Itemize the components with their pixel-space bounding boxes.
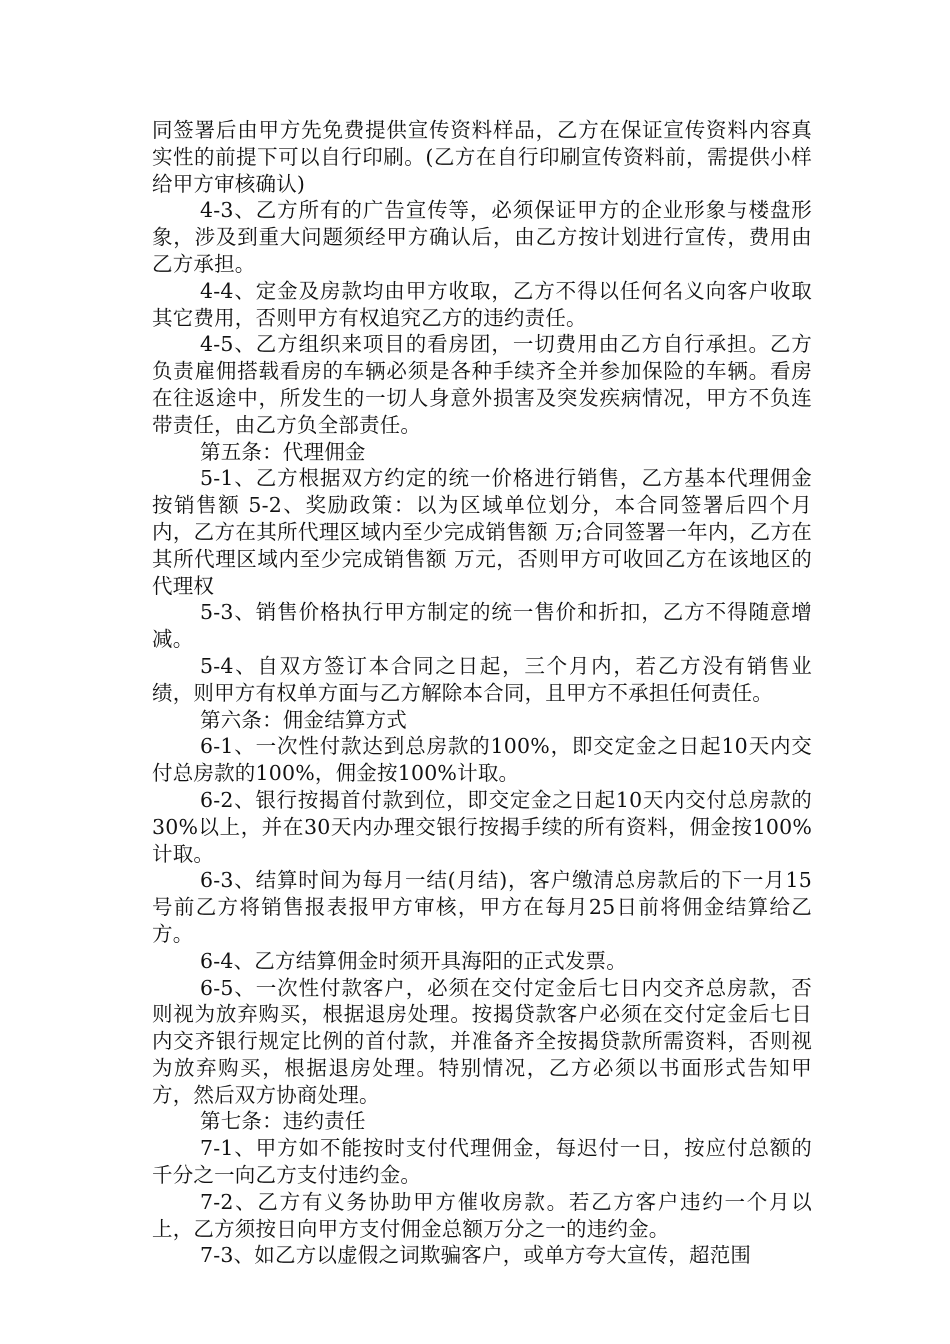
document-paragraph: 6-1、一次性付款达到总房款的100%，即交定金之日起10天内交付总房款的100%，佣金按100%计取。 xyxy=(152,734,812,786)
document-paragraph: 7-2、乙方有义务协助甲方催收房款。若乙方客户违约一个月以上，乙方须按日向甲方支付佣金总额万分之一的违约金。 xyxy=(152,1189,812,1241)
document-paragraph: 7-3、如乙方以虚假之词欺骗客户，或单方夸大宣传，超范围 xyxy=(200,1243,752,1268)
document-paragraph: 同签署后由甲方先免费提供宣传资料样品，乙方在保证宣传资料内容真实性的前提下可以自行印刷。(乙方在自行印刷宣传资料前，需提供小样给甲方审核确认) xyxy=(152,118,812,196)
document-paragraph: 6-2、银行按揭首付款到位，即交定金之日起10天内交付总房款的30%以上，并在30天内办理交银行按揭手续的所有资料，佣金按100%计取。 xyxy=(152,787,812,866)
document-paragraph: 第七条：违约责任 xyxy=(200,1109,366,1134)
document-paragraph: 6-3、结算时间为每月一结(月结)，客户缴清总房款后的下一月15号前乙方将销售报表报甲方审核，甲方在每月25日前将佣金结算给乙方。 xyxy=(152,868,812,946)
document-paragraph: 4-4、定金及房款均由甲方收取，乙方不得以任何名义向客户收取其它费用，否则甲方有权追究乙方的违约责任。 xyxy=(152,278,812,330)
document-body xyxy=(152,117,812,1269)
document-paragraph: 7-1、甲方如不能按时支付代理佣金，每迟付一日，按应付总额的千分之一向乙方支付违约金。 xyxy=(152,1136,812,1188)
document-paragraph: 4-3、乙方所有的广告宣传等，必须保证甲方的企业形象与楼盘形象，涉及到重大问题须经甲方确认后，由乙方按计划进行宣传，费用由乙方承担。 xyxy=(152,198,812,276)
document-paragraph: 5-4、自双方签订本合同之日起，三个月内，若乙方没有销售业绩，则甲方有权单方面与乙方解除本合同，且甲方不承担任何责任。 xyxy=(152,653,812,705)
document-paragraph: 6-5、一次性付款客户，必须在交付定金后七日内交齐总房款，否则视为放弃购买，根据退房处理。按揭贷款客户必须在交付定金后七日内交齐银行规定比例的首付款，并准备齐全按揭贷款所需资料，否则视为放弃购买，根据退房处理。特别情况，乙方必须以书面形式告知甲方，然后双方协商处理。 xyxy=(152,975,812,1107)
document-paragraph: 第六条：佣金结算方式 xyxy=(200,707,407,732)
document-paragraph: 第五条：代理佣金 xyxy=(200,439,366,464)
document-paragraph: 6-4、乙方结算佣金时须开具海阳的正式发票。 xyxy=(200,948,627,973)
document-paragraph: 5-1、乙方根据双方约定的统一价格进行销售，乙方基本代理佣金按销售额 5-2、奖励政策：以为区域单位划分，本合同签署后四个月内，乙方在其所代理区域内至少完成销售额 万;合同签署一年内，乙方在其所代理区域内至少完成销售额 万元，否则甲方可收回乙方在该地区的代理权 xyxy=(152,466,812,598)
document-paragraph: 4-5、乙方组织来项目的看房团，一切费用由乙方自行承担。乙方负责雇佣搭载看房的车辆必须是各种手续齐全并参加保险的车辆。看房在往返途中，所发生的一切人身意外损害及突发疾病情况，甲方不负连带责任，由乙方负全部责任。 xyxy=(152,332,812,437)
document-paragraph: 5-3、销售价格执行甲方制定的统一售价和折扣，乙方不得随意增减。 xyxy=(152,600,812,652)
